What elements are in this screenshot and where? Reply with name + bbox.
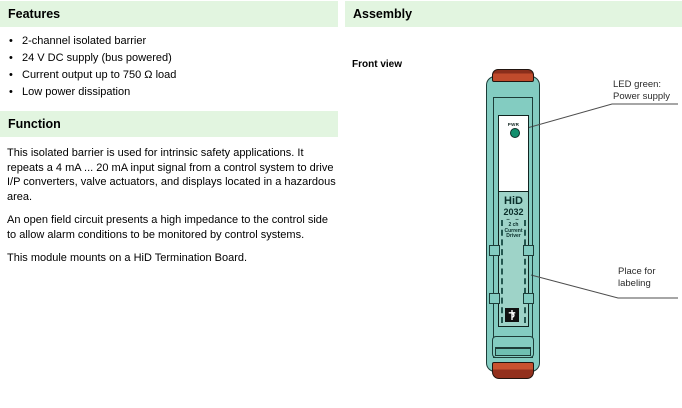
labeling-area: [499, 191, 528, 326]
labeling-annotation-line: Place for: [618, 266, 656, 277]
assembly-title: Assembly: [353, 7, 413, 21]
label-separator: – –: [506, 217, 521, 223]
labeling-annotation: [618, 266, 656, 289]
led-annotation: [613, 79, 670, 102]
device-description-line: 2 ch: [508, 222, 519, 228]
function-title: Function: [8, 117, 61, 131]
function-paragraph: This module mounts on a HiD Termination Board.: [7, 252, 248, 264]
mounting-clip: [489, 245, 500, 256]
feature-item: • 24 V DC supply (bus powered): [8, 50, 334, 67]
label-dashed-edge: [501, 220, 503, 323]
assembly-section-bar: [345, 1, 682, 27]
front-view-label: Front view: [352, 59, 403, 70]
device-description-line: Driver: [506, 233, 521, 239]
label-dashed-edge: [524, 220, 526, 323]
module-top-cap: [492, 69, 534, 82]
model-name: HiD: [504, 195, 523, 207]
module-face-edge: [493, 97, 533, 98]
feature-item: • 2-channel isolated barrier: [8, 33, 334, 50]
function-paragraph: An open field circuit presents a high impedance to the control side to allow alarm conditions to be monitored by control systems.: [7, 214, 329, 241]
mounting-clip: [489, 293, 500, 304]
module-bottom-slot-band: [495, 347, 531, 356]
pwr-led-label: PWR: [507, 122, 520, 127]
led-annotation-line: Power supply: [613, 90, 671, 102]
module-side-rail: [532, 97, 533, 358]
model-number: 2032: [503, 207, 524, 217]
features-list: [8, 33, 334, 101]
features-section-bar: [0, 1, 338, 27]
function-description: [7, 146, 340, 275]
feature-item: • Current output up to 750 Ω load: [8, 67, 334, 84]
led-annotation-line: LED green:: [613, 79, 662, 90]
labeling-annotation-line: labeling: [618, 277, 651, 289]
power-led-icon: [510, 128, 520, 138]
feature-item: • Low power dissipation: [8, 84, 334, 101]
features-title: Features: [8, 7, 61, 21]
barrier-module-illustration: [486, 69, 540, 379]
pepperl-fuchs-logo-icon: [505, 308, 519, 322]
module-bottom-cap: [492, 362, 534, 379]
module-side-rail: [493, 97, 494, 358]
device-description-line: Current: [504, 227, 523, 234]
function-paragraph: This isolated barrier is used for intrinsic safety applications. It repeats a 4 mA ... 20 mA input signal from a control system to drive I/P converters, valve actuators, and displays located in a hazardous area.: [7, 147, 336, 203]
mounting-clip: [523, 293, 534, 304]
function-section-bar: [0, 111, 338, 137]
mounting-clip: [523, 245, 534, 256]
